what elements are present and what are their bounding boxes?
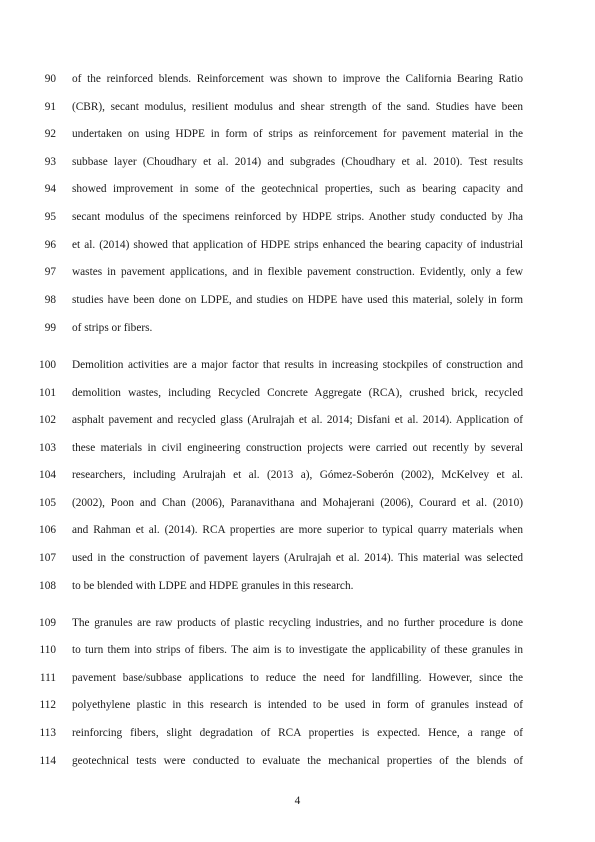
line-text: to turn them into strips of fibers. The aim is to investigate the applicability of these granules in	[72, 644, 523, 656]
text-line	[0, 440, 595, 456]
text-line	[0, 385, 595, 401]
line-text: demolition wastes, including Recycled Concrete Aggregate (RCA), crushed brick, recycled	[72, 387, 523, 399]
text-line	[0, 320, 595, 336]
line-number: 108	[39, 580, 56, 592]
text-line	[0, 753, 595, 769]
line-number: 110	[39, 644, 56, 656]
line-number: 100	[39, 359, 56, 371]
line-number: 97	[44, 266, 56, 278]
line-text: researchers, including Arulrajah et al. (2013 a), Gómez-Soberón (2002), McKelvey et al.	[72, 469, 523, 481]
line-text: used in the construction of pavement layers (Arulrajah et al. 2014). This material was selected	[72, 552, 523, 564]
line-number: 93	[44, 156, 56, 168]
text-line	[0, 725, 595, 741]
line-text: reinforcing fibers, slight degradation of RCA properties is expected. Hence, a range of	[72, 727, 523, 739]
line-number: 91	[44, 101, 56, 113]
line-number: 109	[39, 617, 56, 629]
line-text: et al. (2014) showed that application of HDPE strips enhanced the bearing capacity of industrial	[72, 239, 523, 251]
line-number: 92	[44, 128, 56, 140]
line-text: (CBR), secant modulus, resilient modulus and shear strength of the sand. Studies have been	[72, 101, 523, 113]
text-line	[0, 670, 595, 686]
text-line	[0, 292, 595, 308]
text-line	[0, 357, 595, 373]
line-text: wastes in pavement applications, and in flexible pavement construction. Evidently, only a few	[72, 266, 523, 278]
text-line	[0, 126, 595, 142]
line-text: pavement base/subbase applications to reduce the need for landfilling. However, since the	[72, 672, 523, 684]
line-text: these materials in civil engineering construction projects were carried out recently by several	[72, 442, 523, 454]
line-number: 94	[44, 183, 56, 195]
line-text: The granules are raw products of plastic recycling industries, and no further procedure is done	[72, 617, 523, 629]
text-line	[0, 264, 595, 280]
line-number: 96	[44, 239, 56, 251]
line-text: showed improvement in some of the geotechnical properties, such as bearing capacity and	[72, 183, 523, 195]
line-text: Demolition activities are a major factor that results in increasing stockpiles of construction and	[72, 359, 523, 371]
line-text: polyethylene plastic in this research is intended to be used in form of granules instead of	[72, 699, 523, 711]
text-line	[0, 522, 595, 538]
line-number: 103	[39, 442, 56, 454]
text-line	[0, 237, 595, 253]
line-text: studies have been done on LDPE, and studies on HDPE have used this material, solely in form	[72, 294, 523, 306]
text-line	[0, 99, 595, 115]
text-line	[0, 615, 595, 631]
line-text: asphalt pavement and recycled glass (Arulrajah et al. 2014; Disfani et al. 2014). Application of	[72, 414, 523, 426]
line-text: geotechnical tests were conducted to evaluate the mechanical properties of the blends of	[72, 755, 523, 767]
line-number: 90	[44, 73, 56, 85]
text-line	[0, 71, 595, 87]
line-text: secant modulus of the specimens reinforced by HDPE strips. Another study conducted by Jha	[72, 211, 523, 223]
line-number: 106	[39, 524, 56, 536]
line-number: 104	[39, 469, 56, 481]
line-text: of the reinforced blends. Reinforcement was shown to improve the California Bearing Ratio	[72, 73, 523, 85]
line-text: subbase layer (Choudhary et al. 2014) and subgrades (Choudhary et al. 2010). Test results	[72, 156, 523, 168]
text-line	[0, 578, 595, 594]
text-line	[0, 154, 595, 170]
line-text: undertaken on using HDPE in form of strips as reinforcement for pavement material in the	[72, 128, 523, 140]
line-text: (2002), Poon and Chan (2006), Paranavithana and Mohajerani (2006), Courard et al. (2010)	[72, 497, 523, 509]
line-number: 99	[44, 322, 56, 334]
line-text: to be blended with LDPE and HDPE granules in this research.	[72, 580, 354, 592]
line-number: 98	[44, 294, 56, 306]
line-text: of strips or fibers.	[72, 322, 153, 334]
line-number: 111	[39, 672, 56, 684]
text-line	[0, 209, 595, 225]
text-line	[0, 697, 595, 713]
line-text: and Rahman et al. (2014). RCA properties are more superior to typical quarry materials when	[72, 524, 523, 536]
text-line	[0, 495, 595, 511]
line-number: 102	[39, 414, 56, 426]
text-line	[0, 642, 595, 658]
line-number: 114	[39, 755, 56, 767]
text-line	[0, 181, 595, 197]
line-number: 105	[39, 497, 56, 509]
text-line	[0, 550, 595, 566]
line-number: 101	[39, 387, 56, 399]
line-number: 95	[44, 211, 56, 223]
line-number: 113	[39, 727, 56, 739]
text-line	[0, 412, 595, 428]
text-line	[0, 467, 595, 483]
page-number: 4	[294, 795, 301, 807]
line-number: 107	[39, 552, 56, 564]
line-number: 112	[39, 699, 56, 711]
